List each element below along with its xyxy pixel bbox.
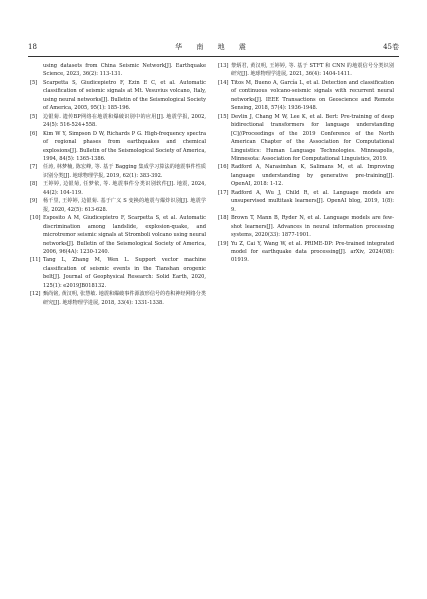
reference-entry bbox=[30, 214, 206, 256]
reference-text: Scarpetta S, Giudicepietro F, Ezin E C, et al. Automatic classification of seismic signals at Mt. Vesuvius volcano, Italy, using neural networks[J]. Bulletin of the Seismological Society of America, 2005, 95(1): 185-196. bbox=[43, 79, 206, 112]
reference-number: [6] bbox=[30, 130, 38, 137]
reference-number: [8] bbox=[30, 181, 38, 188]
reference-number: [9] bbox=[30, 198, 38, 205]
reference-entry bbox=[218, 214, 394, 239]
page-number: 18 bbox=[28, 43, 37, 51]
reference-text: Kim W Y, Simpson D W, Richards P G. High-frequency spectra of regional phases from earthquakes and chemical explosions[J]. Bulletin of the Seismological Society of America, 1994, 84(5): 1365-1386. bbox=[43, 130, 206, 162]
reference-text: 杨千里, 王婷婷, 边银菊. 基于广义 S 变换的地震与爆炸识别[J]. 地震学报, 2020, 42(5): 613-628. bbox=[43, 198, 206, 213]
reference-entry bbox=[30, 113, 206, 130]
reference-entry bbox=[218, 240, 394, 265]
reference-number: [16] bbox=[218, 164, 229, 171]
reference-text: 边银菊. 遗传BP网络在地震和爆破识别中的应用[J]. 地震学报, 2002, 24(5): 516-524+558. bbox=[43, 113, 206, 129]
reference-entry bbox=[30, 180, 206, 197]
reference-entry bbox=[218, 79, 394, 113]
volume-label: 45卷 bbox=[383, 43, 399, 51]
journal-title: 华 南 地 震 bbox=[175, 43, 252, 51]
reference-text: 甄尚铭, 黄汉明, 张慧敏. 地震和爆破事件源波形信号的卷积神经网络分类研究[J]. 地球物理学进展, 2018, 33(4): 1331-1338. bbox=[43, 291, 206, 306]
running-header bbox=[28, 40, 399, 54]
reference-text: Radford A, Wu J, Child R, et al. Language models are unsupervised multitask learners[J]. OpenAI blog, 2019, 1(8): 9. bbox=[231, 189, 394, 213]
reference-text: Yu Z, Cai Y, Wang W, et al. PRIME-DP: Pre-trained integrated model for earthquake data processing[J]. arXiv, 2024(08): 01919. bbox=[231, 240, 394, 264]
reference-text: Radford A, Narasimhan K, Salimans M, et al. Improving language understanding by generative pre-training[J]. OpenAI, 2018: 1-12. bbox=[231, 164, 394, 188]
reference-text: Titos M, Bueno A, García L, et al. Detection and classification of continuous volcano-seismic signals with recurrent neural networks[J]. IEEE Transactions on Geoscience and Remote Sensing, 2018, 57(4): 1936-1948. bbox=[231, 79, 394, 112]
reference-number: [5] bbox=[30, 113, 38, 120]
reference-text: 任涛, 林梦楠, 陈宏峰, 等. 基于 Bagging 集成学习算法的地震事件性质识别分类[J]. 地球物理学报, 2019, 62(1): 383-392. bbox=[43, 164, 206, 179]
reference-text: Devlin J, Chang M W, Lee K, et al. Bert: Pre-training of deep bidirectional transformers for language understanding [C]//Proceedings of the 2019 Conference of the North American Chapter of the Association for Computational Linguistics: Human Language Technologies. Minneapolis, Minnesota: Association for Computational Linguistics, 2019. bbox=[231, 113, 394, 162]
reference-text: using datasets from China Seismic Network[J]. Earthquake Science, 2023, 36(2): 113-131. bbox=[43, 63, 206, 78]
reference-number: [5] bbox=[30, 79, 38, 86]
reference-text: 黎炳君, 黄汉明, 王婷婷, 等. 基于 STFT 和 CNN 的地震信号分类识别研究[J]. 地球物理学进展, 2021, 36(4): 1404-1411. bbox=[231, 63, 394, 78]
reference-entry bbox=[30, 130, 206, 164]
reference-number: [10] bbox=[30, 215, 41, 222]
reference-entry bbox=[30, 62, 206, 79]
reference-entry bbox=[30, 197, 206, 214]
reference-entry bbox=[218, 62, 394, 79]
reference-entry bbox=[30, 256, 206, 290]
reference-number: [19] bbox=[218, 240, 229, 247]
reference-number: [14] bbox=[218, 79, 229, 86]
reference-text: Tang L, Zhang M, Wen L. Support vector machine classification of seismic events in the Tianshan orogenic belt[J]. Journal of Geophysical Research: Solid Earth, 2020, 125(1): e2019JB018132. bbox=[43, 257, 206, 289]
reference-text: Brown T, Mann B, Ryder N, et al. Language models are few-shot learners[J]. Advances in neural information processing systems, 2020(33): 1877-1901. bbox=[231, 215, 394, 239]
reference-number: [13] bbox=[218, 63, 229, 69]
reference-text: 王婷婷, 边银菊, 任梦依, 等. 地震事件分类识别软件[J]. 地震, 2024, 44(2): 104-119. bbox=[43, 181, 206, 196]
reference-number: [15] bbox=[218, 113, 229, 120]
reference-entry bbox=[30, 79, 206, 113]
reference-number: [18] bbox=[218, 215, 229, 222]
reference-text: Esposito A M, Giudicepietro F, Scarpetta S, et al. Automatic discrimination among landslide, explosion-quake, and microtremor seismic signals at Stromboli volcano using neural networks[J]. Bulletin of the Seismological Society of America, 2006, 96(4A): 1230-1240. bbox=[43, 215, 206, 255]
reference-entry bbox=[218, 163, 394, 188]
reference-entry bbox=[218, 189, 394, 214]
reference-number: [17] bbox=[218, 189, 229, 196]
header-rule bbox=[28, 56, 399, 57]
reference-number: [12] bbox=[30, 291, 41, 298]
references-left-column bbox=[30, 62, 206, 307]
reference-entry bbox=[30, 163, 206, 180]
reference-number: [7] bbox=[30, 164, 38, 171]
reference-entry bbox=[218, 113, 394, 164]
references-right-column bbox=[218, 62, 394, 265]
reference-number: [11] bbox=[30, 257, 41, 264]
reference-entry bbox=[30, 290, 206, 307]
